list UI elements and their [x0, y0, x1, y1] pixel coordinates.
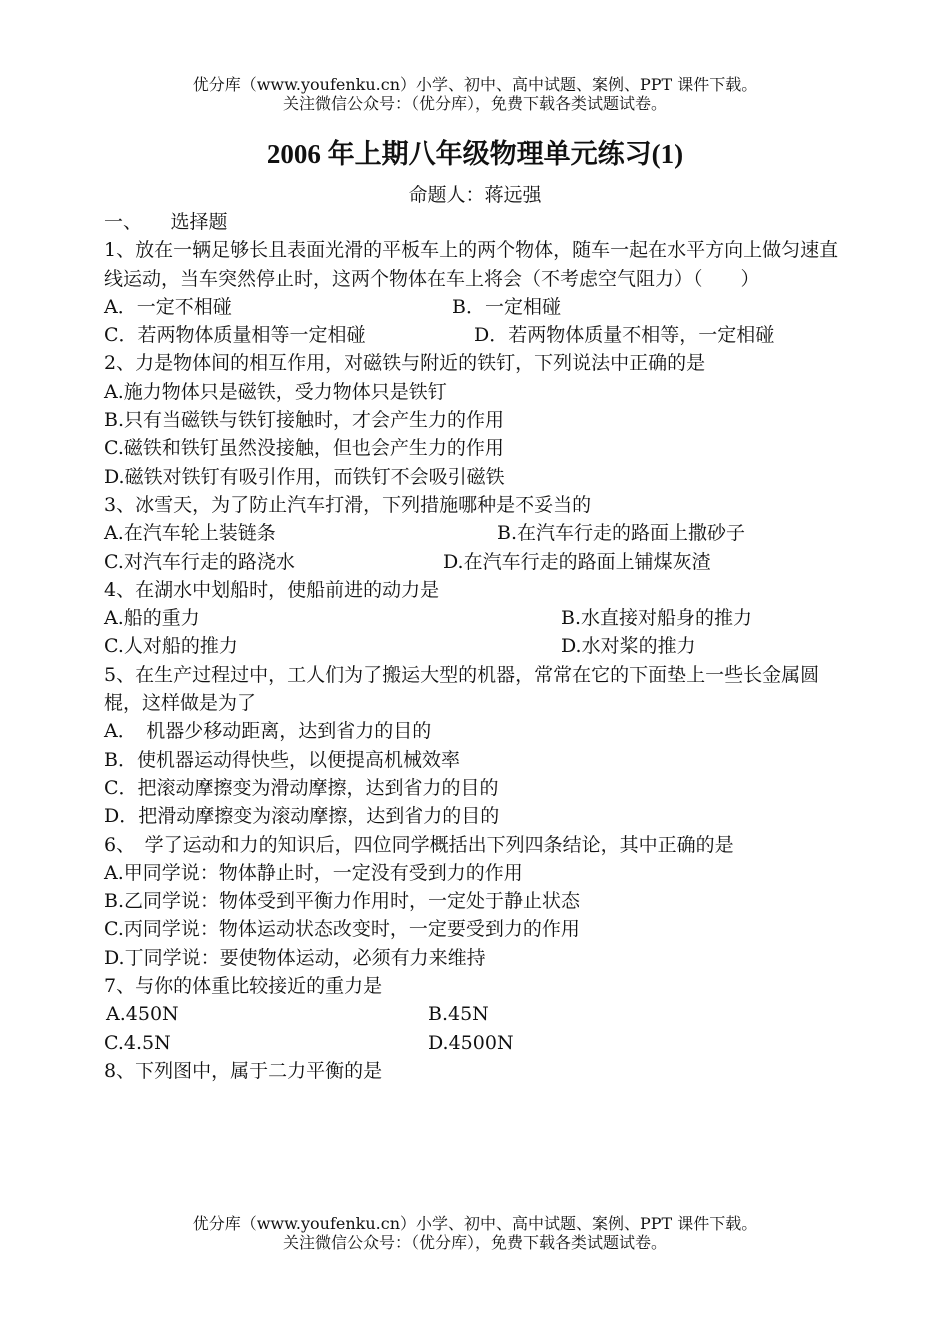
option: A.施力物体只是磁铁，受力物体只是铁钉	[104, 380, 447, 403]
question-stem: 3、冰雪天，为了防止汽车打滑，下列措施哪种是不妥当的	[104, 493, 592, 516]
option: D．若两物体质量不相等，一定相碰	[474, 324, 775, 347]
section-heading: 一、 选择题	[104, 211, 228, 233]
option: B.45N	[428, 1003, 489, 1026]
question-stem: 4、在湖水中划船时，使船前进的动力是	[104, 578, 440, 601]
option: A.450N	[106, 1003, 179, 1026]
option: C.磁铁和铁钉虽然没接触，但也会产生力的作用	[104, 437, 504, 460]
page-footer	[0, 1214, 950, 1252]
option: C.丙同学说：物体运动状态改变时，一定要受到力的作用	[104, 918, 580, 941]
question-stem: 7、与你的体重比较接近的重力是	[104, 975, 383, 998]
option: C.4.5N	[104, 1031, 171, 1054]
option: A．一定不相碰	[104, 295, 232, 318]
option-row	[104, 293, 850, 321]
option-row	[104, 1000, 850, 1028]
option: D.在汽车行走的路面上铺煤灰渣	[443, 550, 711, 573]
page-header	[0, 75, 950, 113]
option: D.磁铁对铁钉有吸引作用，而铁钉不会吸引磁铁	[104, 465, 505, 488]
question-stem: 5、在生产过程过中，工人们为了搬运大型的机器，常常在它的下面垫上一些长金属圆棍，这样做是为了	[104, 663, 820, 715]
option: C．若两物体质量相等一定相碰	[104, 324, 366, 347]
question-stem: 2、力是物体间的相互作用，对磁铁与附近的铁钉，下列说法中正确的是	[104, 352, 706, 375]
question-stem: 1、放在一辆足够长且表面光滑的平板车上的两个物体，随车一起在水平方向上做匀速直线运动，当车突然停止时，这两个物体在车上将会（不考虑空气阻力）（ ）	[104, 239, 839, 290]
option: A.在汽车轮上装链条	[104, 522, 276, 545]
option: B.只有当磁铁与铁钉接触时，才会产生力的作用	[104, 409, 505, 432]
question-list	[104, 208, 850, 1085]
option: B.在汽车行走的路面上撒砂子	[497, 522, 746, 545]
footer-line-1: 优分库（www.youfenku.cn）小学、初中、高中试题、案例、PPT 课件下载。	[192, 1214, 758, 1233]
option: A． 机器少移动距离，达到省力的目的	[104, 720, 432, 743]
document-title: 2006 年上期八年级物理单元练习(1)	[266, 139, 684, 169]
option: A.船的重力	[104, 607, 200, 630]
option: B．一定相碰	[452, 295, 561, 318]
question-stem: 8、下列图中，属于二力平衡的是	[104, 1059, 383, 1082]
option-row	[104, 548, 850, 576]
option: D．把滑动摩擦变为滚动摩擦，达到省力的目的	[104, 805, 500, 828]
option: A.甲同学说：物体静止时，一定没有受到力的作用	[104, 861, 523, 884]
question-stem: 6、 学了运动和力的知识后，四位同学概括出下列四条结论，其中正确的是	[104, 833, 734, 856]
option: B.水直接对船身的推力	[561, 607, 753, 630]
option: D.丁同学说：要使物体运动，必须有力来维持	[104, 946, 486, 969]
header-line-2: 关注微信公众号：（优分库），免费下载各类试题试卷。	[282, 94, 667, 113]
option-row	[104, 1029, 850, 1057]
option: C．把滚动摩擦变为滑动摩擦，达到省力的目的	[104, 776, 499, 799]
option: C.人对船的推力	[104, 635, 238, 658]
option: B．使机器运动得快些，以便提高机械效率	[104, 748, 460, 771]
option-row	[104, 632, 850, 660]
option: D.水对桨的推力	[561, 635, 696, 658]
footer-line-2: 关注微信公众号：（优分库），免费下载各类试题试卷。	[282, 1233, 667, 1252]
header-line-1: 优分库（www.youfenku.cn）小学、初中、高中试题、案例、PPT 课件下载。	[192, 75, 758, 94]
author-line: 命题人：蒋远强	[408, 184, 542, 206]
option-row	[104, 604, 850, 632]
option-row	[104, 321, 850, 349]
option-row	[104, 519, 850, 547]
option: C.对汽车行走的路浇水	[104, 550, 295, 573]
option: D.4500N	[428, 1031, 514, 1054]
option: B.乙同学说：物体受到平衡力作用时，一定处于静止状态	[104, 890, 581, 913]
